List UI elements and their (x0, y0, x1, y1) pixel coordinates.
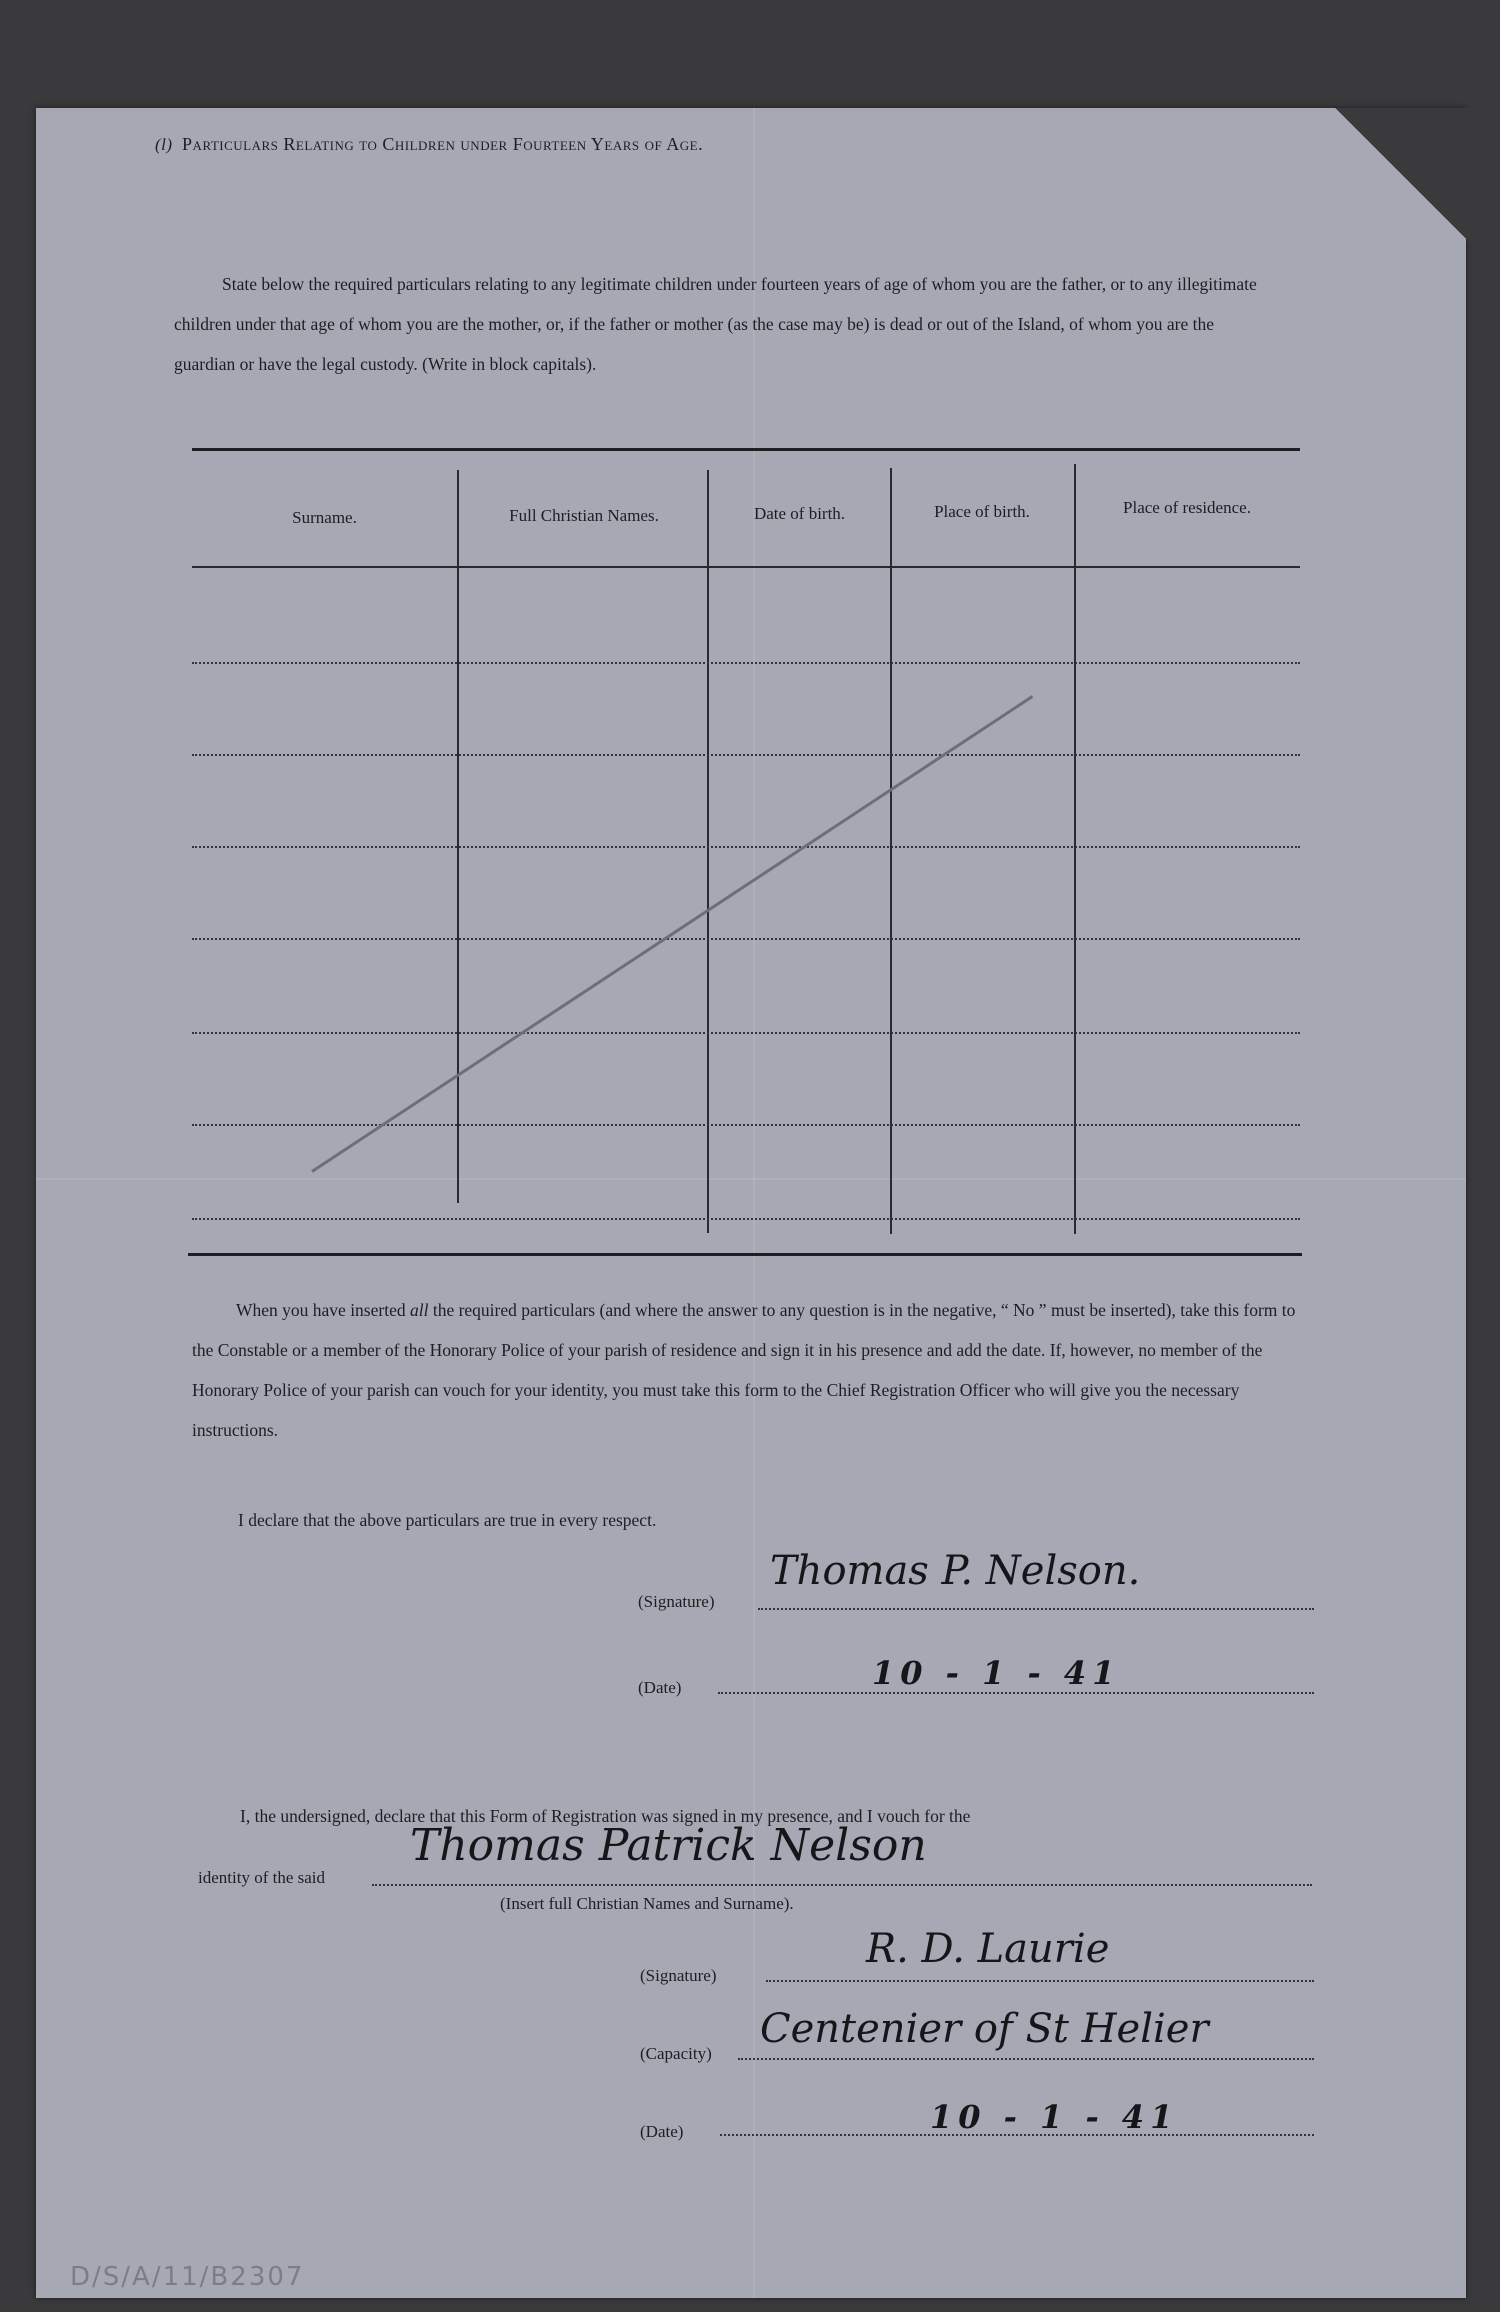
fold-crease-vertical (753, 108, 755, 2298)
identity-line (372, 1884, 1312, 1886)
signature-label: (Signature) (638, 1592, 715, 1611)
table-bottom-rule (188, 1253, 1302, 1256)
capacity-line (738, 2058, 1314, 2060)
header-surname: Surname. (292, 508, 357, 527)
officer-date-label: (Date) (640, 2122, 684, 2141)
officer-capacity: Centenier of St Helier (760, 2006, 1209, 2052)
header-underline (192, 566, 1300, 568)
archive-reference: D/S/A/11/B2307 (70, 2262, 305, 2292)
section-heading (155, 134, 703, 155)
signature-line (758, 1608, 1314, 1610)
officer-signature-line (766, 1980, 1314, 1982)
applicant-signature: Thomas P. Nelson. (770, 1548, 1141, 1594)
header-christian-names: Full Christian Names. (509, 506, 659, 525)
instructions-text-2: the required particulars (and where the answer to any question is in the negative, “ No ” must be inserted), take this form to the Constable or a member of the Honorary Police of your parish of residence and sign it in his presence and add the date. If, however, no member of the Honorary Police of your parish can vouch for your identity, you must take this form to the Chief Registration Officer who will give you the necessary instructions. (192, 1300, 1296, 1440)
column-divider (457, 470, 459, 1203)
officer-date: 10 - 1 - 41 (930, 2098, 1179, 2136)
table-row (192, 938, 1300, 940)
section-intro: State below the required particulars relating to any legitimate children under fourteen years of age of whom you are the father, or to any illegitimate children under that age of whom you are the mother, or, if the father or mother (as the case may be) is dead or out of the Island, of whom you are the guardian or have the legal custody. (Write in block capitals). (174, 274, 1257, 374)
column-divider (890, 468, 892, 1234)
vouch-text: I, the undersigned, declare that this Form of Registration was signed in my presence, and I vouch for the (240, 1806, 971, 1826)
date-line (718, 1692, 1314, 1694)
instructions-text-1: When you have inserted (236, 1300, 410, 1320)
header-place-of-birth: Place of birth. (934, 502, 1030, 521)
header-place-of-residence: Place of residence. (1123, 498, 1251, 517)
table-row (192, 1032, 1300, 1034)
fold-crease-horizontal (36, 1178, 1466, 1180)
identity-name: Thomas Patrick Nelson (410, 1820, 927, 1871)
section-marker: (l) (155, 135, 173, 154)
column-divider (1074, 464, 1076, 1234)
officer-signature-label: (Signature) (640, 1966, 717, 1985)
table-row (192, 662, 1300, 664)
table-row (192, 1218, 1300, 1220)
instructions-paragraph (192, 1290, 1314, 1450)
table-row (192, 1124, 1300, 1126)
column-divider (707, 470, 709, 1233)
instructions-emphasis: all (409, 1300, 429, 1320)
folded-corner (1330, 108, 1500, 268)
identity-label: identity of the said (198, 1868, 326, 1887)
declaration-date: 10 - 1 - 41 (872, 1654, 1121, 1692)
table-top-rule (192, 448, 1300, 451)
date-label: (Date) (638, 1678, 682, 1697)
table-row (192, 754, 1300, 756)
section-title: Particulars Relating to Children under Fourteen Years of Age. (182, 134, 704, 154)
capacity-label: (Capacity) (640, 2044, 712, 2063)
registration-form-page (36, 108, 1466, 2298)
table-row (192, 846, 1300, 848)
declaration-text: I declare that the above particulars are true in every respect. (238, 1510, 657, 1530)
identity-hint: (Insert full Christian Names and Surname). (500, 1894, 794, 1913)
officer-signature: R. D. Laurie (866, 1926, 1110, 1972)
header-date-of-birth: Date of birth. (753, 504, 846, 523)
